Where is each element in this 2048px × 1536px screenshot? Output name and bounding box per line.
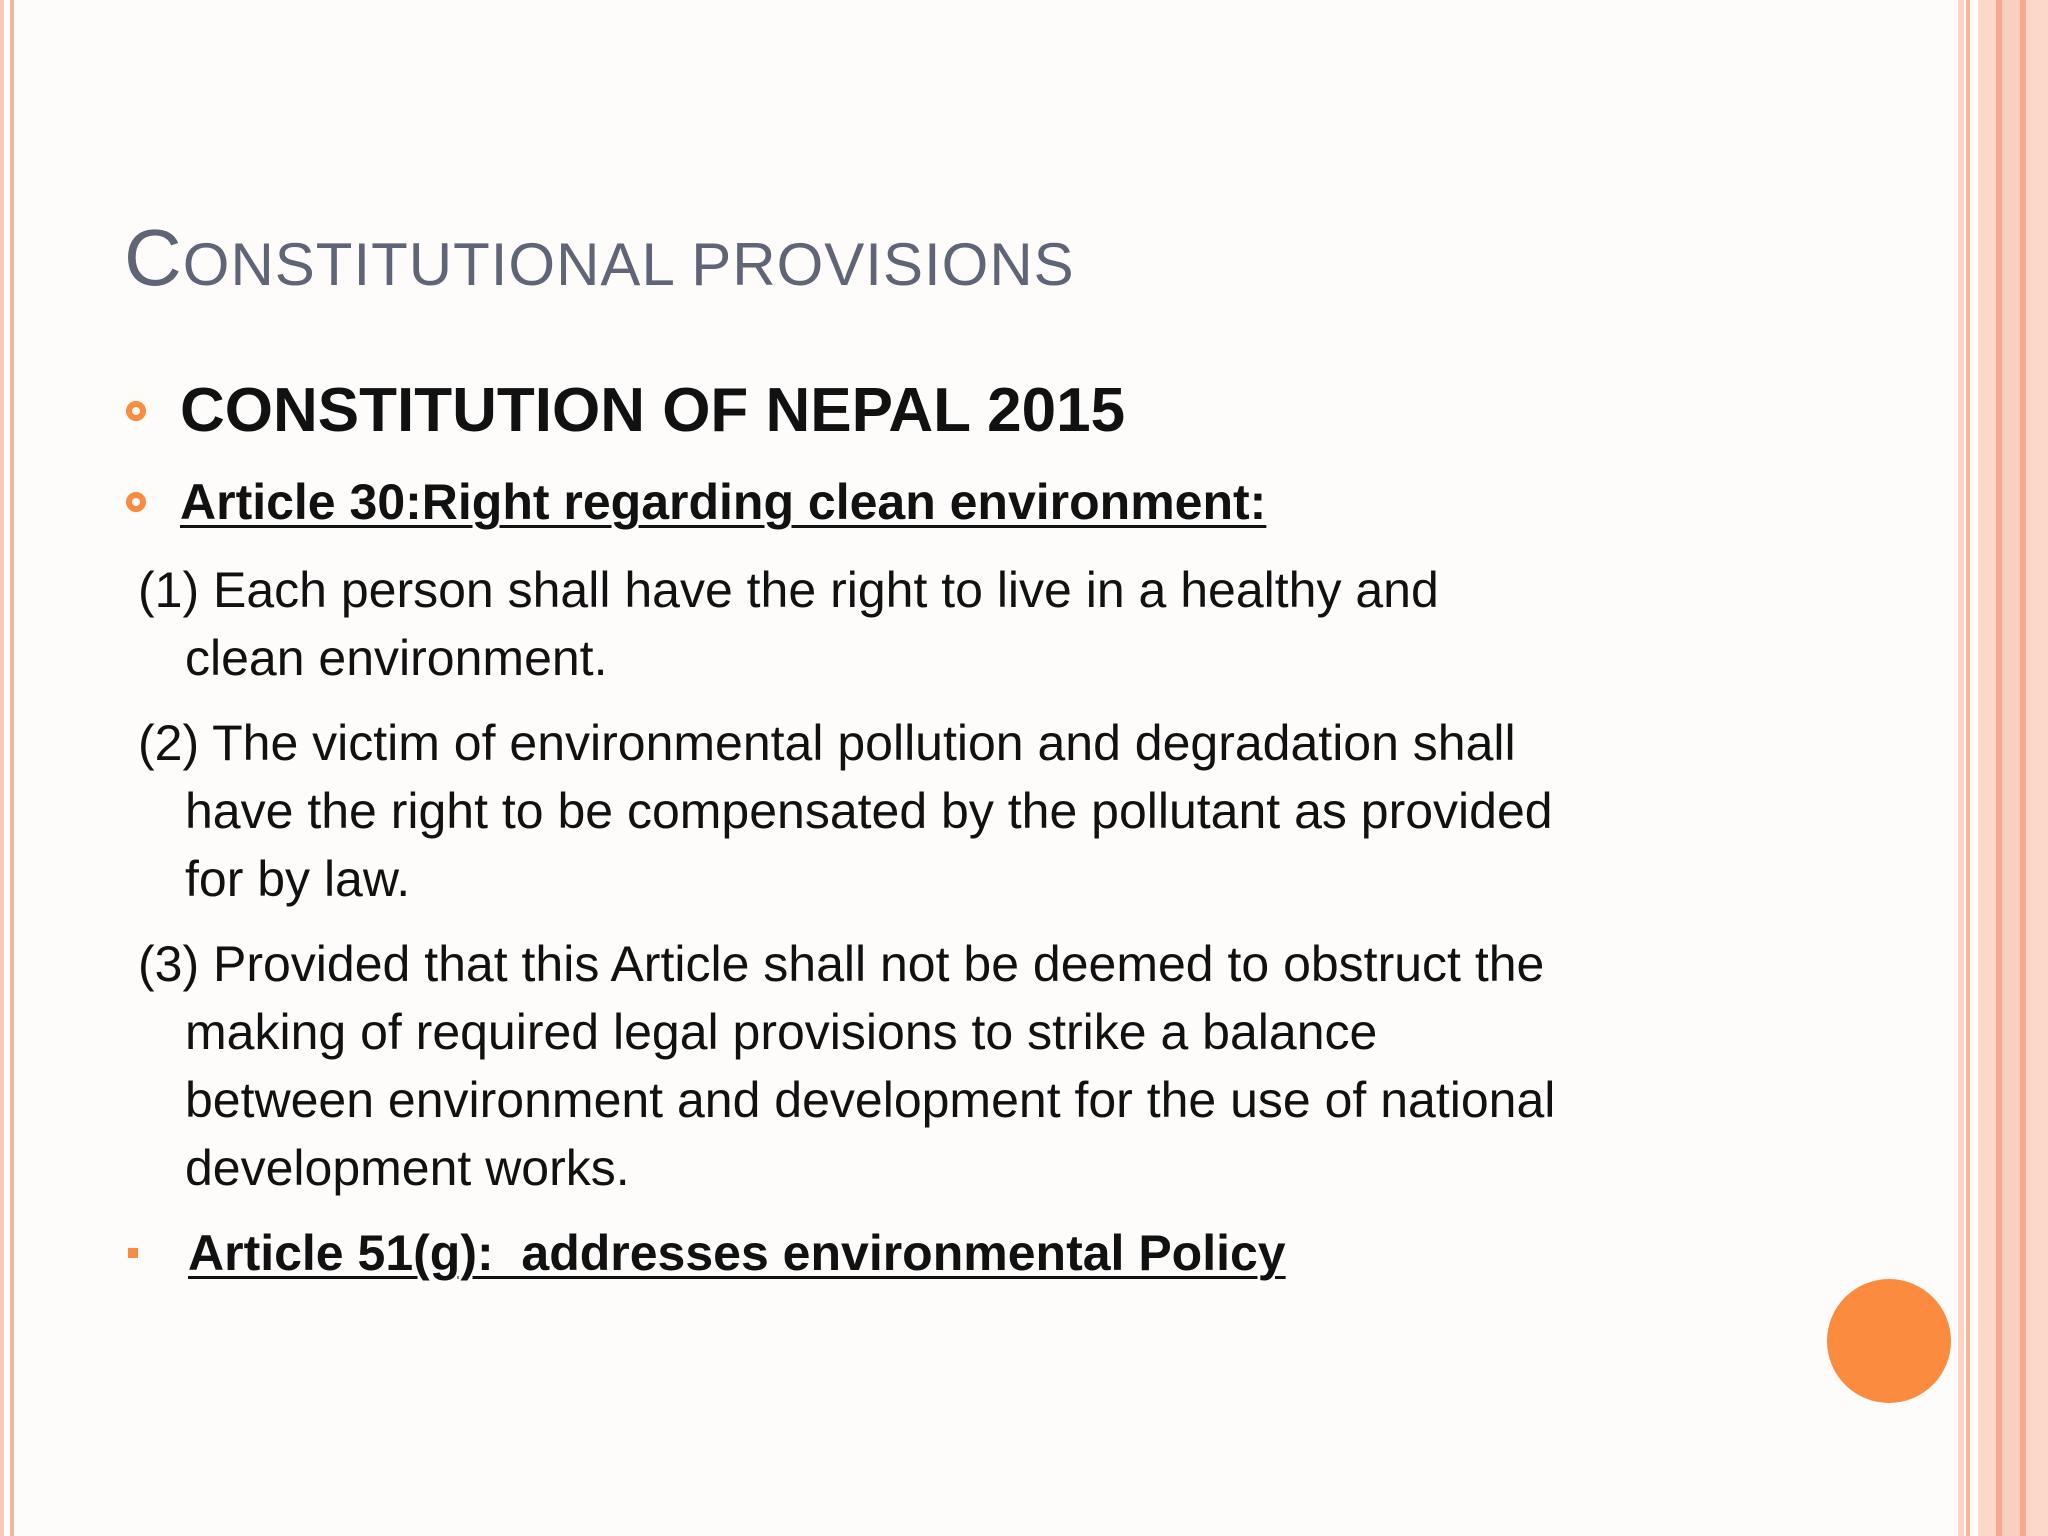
paragraph-line: clean environment. — [185, 630, 608, 686]
paragraph-line: have the right to be compensated by the pollutant as provided — [185, 783, 1553, 839]
ring-bullet-icon — [126, 401, 146, 421]
bullet-article30 — [126, 473, 1266, 531]
right-border-stripe — [1958, 0, 1964, 1536]
left-border-stripe — [0, 0, 4, 1536]
ring-bullet-icon — [126, 492, 146, 512]
slide-title-rest: ONSTITUTIONAL PROVISIONS — [182, 231, 1075, 298]
paragraph-line: development works. — [185, 1140, 630, 1196]
paragraph-line: making of required legal provisions to strike a balance — [185, 1004, 1378, 1060]
article-30-heading: Article 30:Right regarding clean environment: — [180, 474, 1267, 530]
paragraph-line: for by law. — [185, 851, 411, 907]
right-border-stripe — [1966, 0, 1970, 1536]
right-border-stripe — [1978, 0, 1996, 1536]
slide-title-initial: C — [124, 213, 183, 302]
right-border-stripe — [2002, 0, 2020, 1536]
constitution-heading: CONSTITUTION OF NEPAL 2015 — [180, 376, 1126, 445]
bullet-article51 — [126, 1224, 1286, 1282]
paragraph-3 — [138, 930, 1778, 1202]
paragraph-line: (3) Provided that this Article shall not be deemed to obstruct the — [138, 936, 1545, 992]
right-border-stripe — [2026, 0, 2048, 1536]
bullet-heading — [126, 375, 1125, 446]
paragraph-line: between environment and development for the use of national — [185, 1072, 1556, 1128]
paragraph-line: (1) Each person shall have the right to live in a healthy and — [138, 562, 1439, 618]
left-border-stripe — [10, 0, 14, 1536]
article-51-heading: Article 51(g): addresses environmental Policy — [188, 1225, 1286, 1281]
square-bullet-icon — [128, 1248, 138, 1258]
orange-circle-decoration — [1827, 1279, 1951, 1403]
paragraph-2 — [138, 709, 1778, 913]
slide-title — [124, 212, 1075, 304]
paragraph-line: (2) The victim of environmental pollution and degradation shall — [138, 715, 1516, 771]
paragraph-1 — [138, 556, 1778, 692]
